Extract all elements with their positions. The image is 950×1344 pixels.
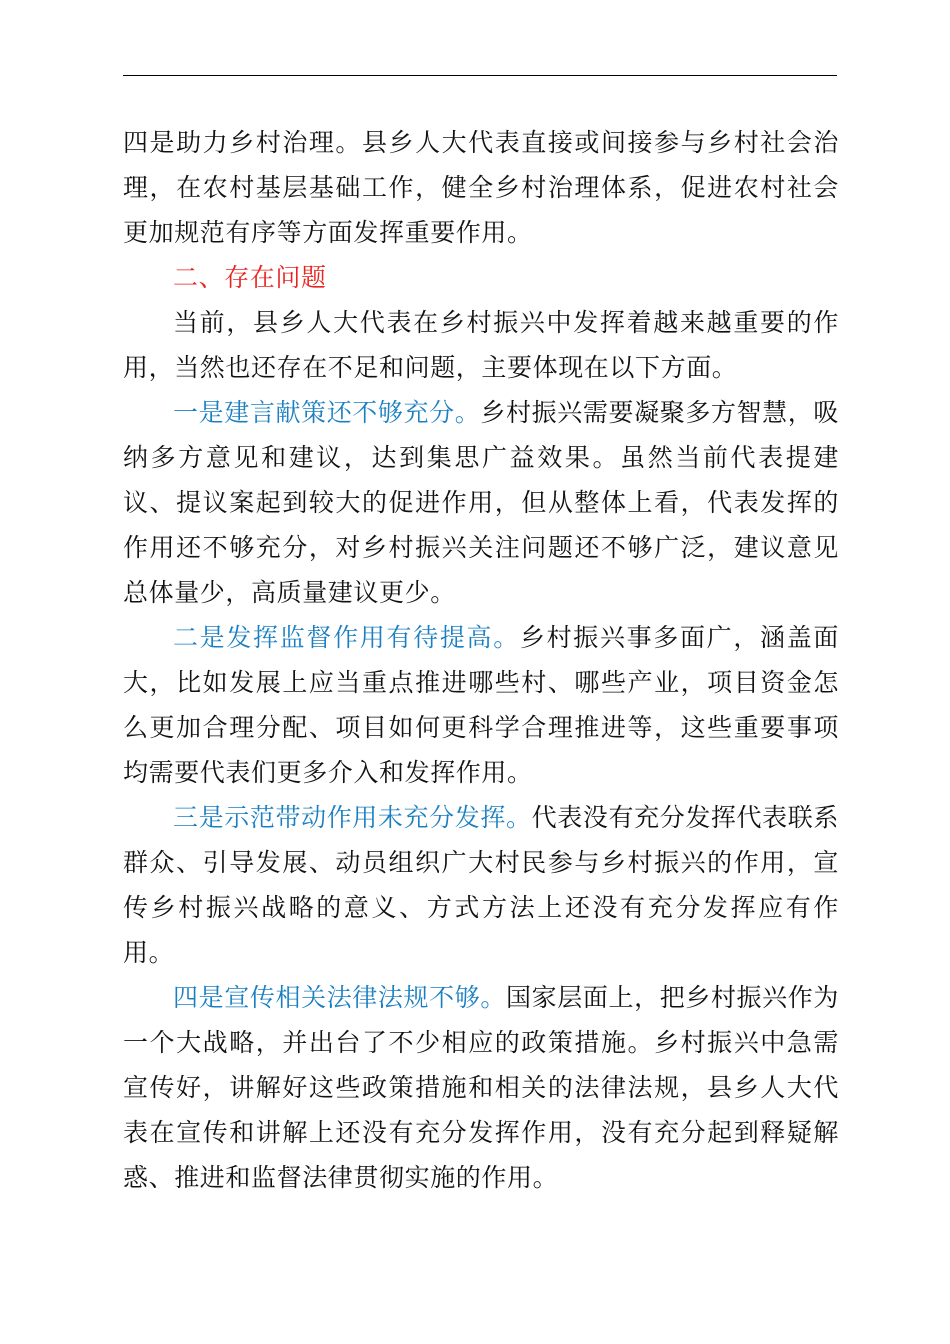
paragraph-lead: 一是建言献策还不够充分。 (173, 398, 481, 427)
document-body (123, 120, 839, 1200)
paragraph-issue-2 (123, 615, 839, 795)
paragraph-issue-3 (123, 795, 839, 975)
paragraph-text: 国家层面上，把乡村振兴作为一个大战略，并出台了不少相应的政策措施。乡村振兴中急需宣传好，讲解好这些政策措施和相关的法律法规，县乡人大代表在宣传和讲解上还没有充分发挥作用，没有充分起到释疑解惑、推进和监督法律贯彻实施的作用。 (123, 983, 839, 1192)
paragraph-text: 代表没有充分发挥代表联系群众、引导发展、动员组织广大村民参与乡村振兴的作用，宣传乡村振兴战略的意义、方式方法上还没有充分发挥应有作用。 (123, 803, 839, 967)
paragraph-intro (123, 300, 839, 390)
paragraph-text: 四是助力乡村治理。县乡人大代表直接或间接参与乡村社会治理，在农村基层基础工作，健全乡村治理体系，促进农村社会更加规范有序等方面发挥重要作用。 (123, 128, 839, 247)
paragraph-governance (123, 120, 839, 255)
paragraph-text: 乡村振兴需要凝聚多方智慧，吸纳多方意见和建议，达到集思广益效果。虽然当前代表提建议、提议案起到较大的促进作用，但从整体上看，代表发挥的作用还不够充分，对乡村振兴关注问题还不够广泛，建议意见总体量少，高质量建议更少。 (123, 398, 839, 607)
section-heading-text: 二、存在问题 (173, 263, 327, 292)
paragraph-lead: 二是发挥监督作用有待提高。 (173, 623, 520, 652)
header-rule (123, 75, 837, 76)
paragraph-issue-4 (123, 975, 839, 1200)
paragraph-text: 乡村振兴事多面广，涵盖面大，比如发展上应当重点推进哪些村、哪些产业，项目资金怎么更加合理分配、项目如何更科学合理推进等，这些重要事项均需要代表们更多介入和发挥作用。 (123, 623, 840, 787)
paragraph-lead: 三是示范带动作用未充分发挥。 (173, 803, 532, 832)
paragraph-text: 当前，县乡人大代表在乡村振兴中发挥着越来越重要的作用，当然也还存在不足和问题，主要体现在以下方面。 (123, 308, 839, 382)
section-heading (123, 255, 839, 300)
paragraph-issue-1 (123, 390, 839, 615)
paragraph-lead: 四是宣传相关法律法规不够。 (173, 983, 506, 1012)
